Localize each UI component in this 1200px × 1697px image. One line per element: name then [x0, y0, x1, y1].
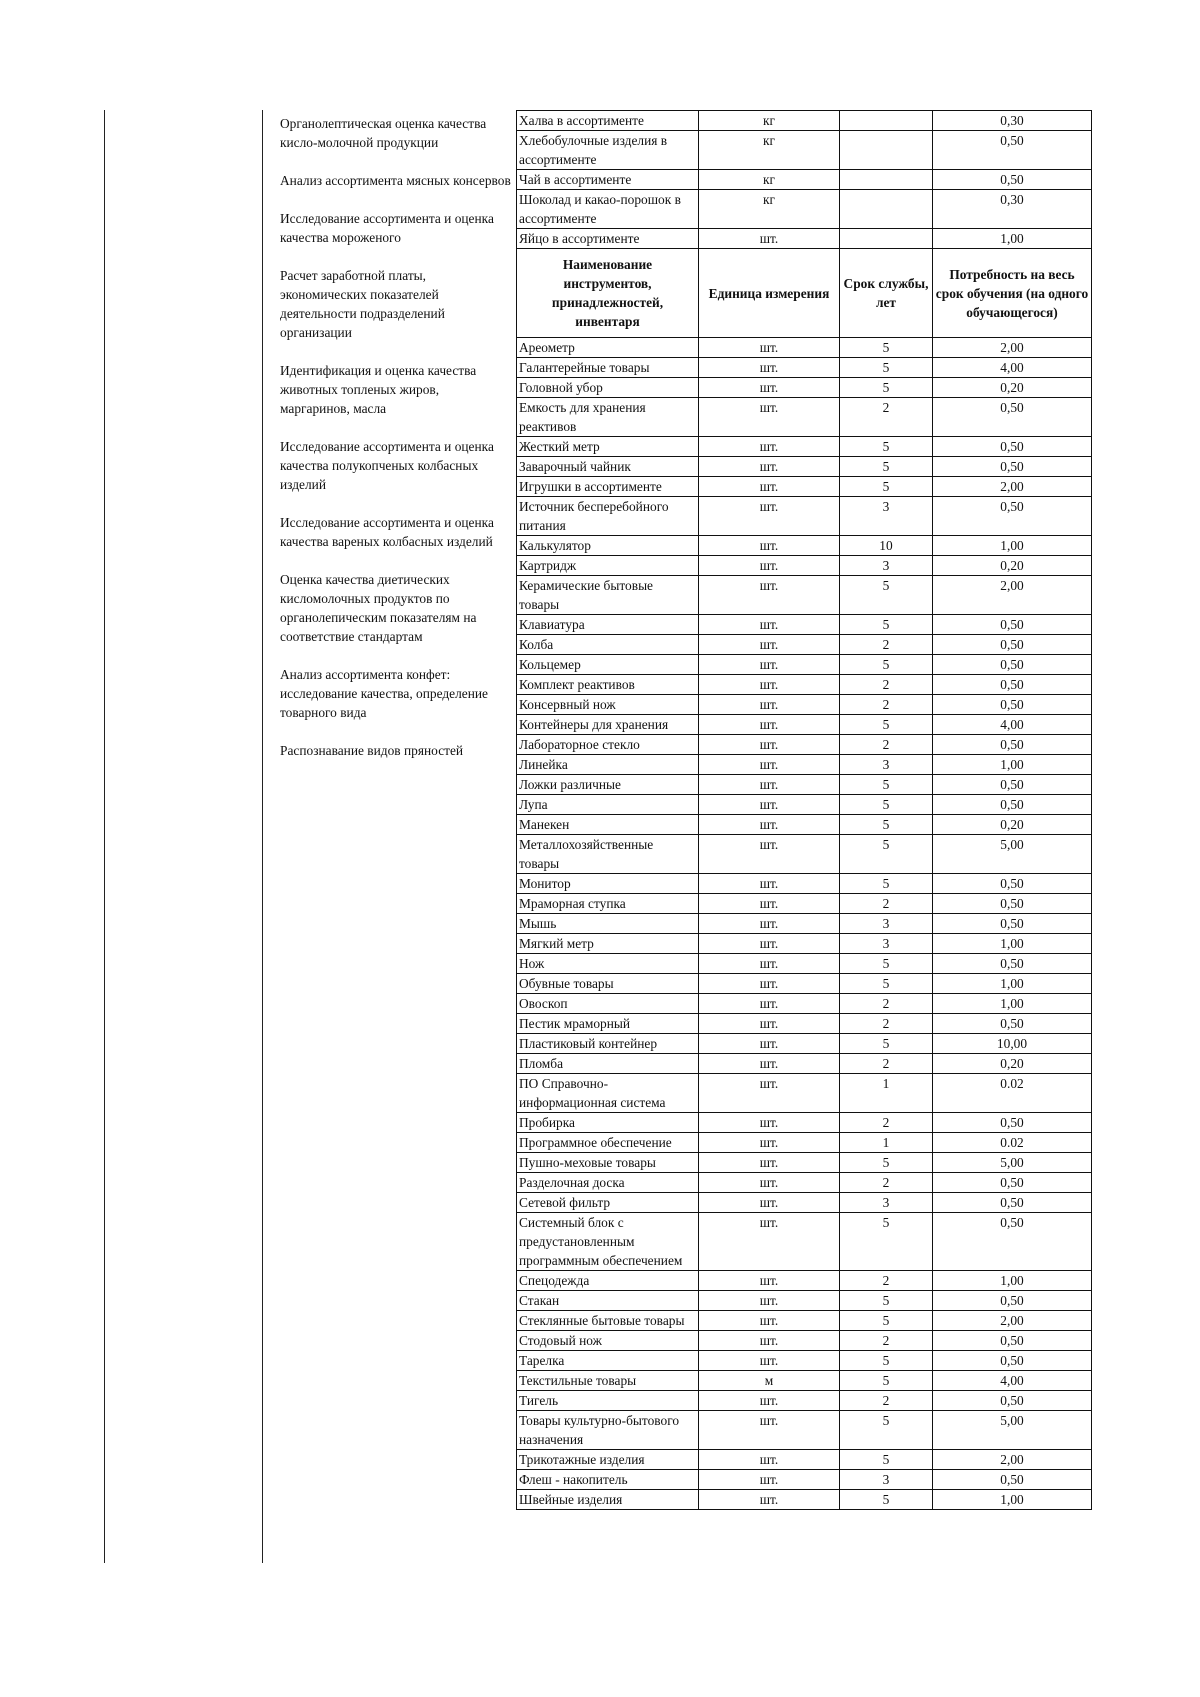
table-row	[517, 735, 1092, 755]
cell-need: 0,50	[933, 1391, 1092, 1411]
table-row	[517, 994, 1092, 1014]
table-row	[517, 111, 1092, 131]
table-row	[517, 378, 1092, 398]
cell-life: 3	[840, 914, 933, 934]
table-row	[517, 457, 1092, 477]
cell-unit: шт.	[699, 735, 840, 755]
cell-life: 5	[840, 715, 933, 735]
cell-life: 5	[840, 954, 933, 974]
cell-unit: шт.	[699, 229, 840, 249]
cell-life: 3	[840, 497, 933, 536]
cell-life: 2	[840, 398, 933, 437]
cell-name: Текстильные товары	[517, 1371, 699, 1391]
cell-unit: шт.	[699, 1193, 840, 1213]
cell-need: 0,50	[933, 1193, 1092, 1213]
cell-name: Лупа	[517, 795, 699, 815]
cell-name: Лабораторное стекло	[517, 735, 699, 755]
cell-name: Источник бесперебойного питания	[517, 497, 699, 536]
cell-name: Пестик мраморный	[517, 1014, 699, 1034]
cell-unit: м	[699, 1371, 840, 1391]
cell-need: 2,00	[933, 1450, 1092, 1470]
cell-life: 3	[840, 1193, 933, 1213]
cell-need: 2,00	[933, 338, 1092, 358]
cell-need: 0,50	[933, 1173, 1092, 1193]
cell-need: 0,50	[933, 1291, 1092, 1311]
cell-need: 4,00	[933, 358, 1092, 378]
cell-name: Стодовый нож	[517, 1331, 699, 1351]
cell-name: Спецодежда	[517, 1271, 699, 1291]
cell-name: Контейнеры для хранения	[517, 715, 699, 735]
topic-item: Органолептическая оценка качества кисло-молочной продукции	[280, 116, 487, 150]
cell-life: 5	[840, 1311, 933, 1331]
cell-name: Тигель	[517, 1391, 699, 1411]
cell-life: 5	[840, 576, 933, 615]
cell-life: 5	[840, 1450, 933, 1470]
cell-need: 1,00	[933, 536, 1092, 556]
table-row	[517, 655, 1092, 675]
cell-unit: шт.	[699, 815, 840, 835]
cell-need: 0,50	[933, 894, 1092, 914]
cell-life: 2	[840, 1331, 933, 1351]
cell-name: Стакан	[517, 1291, 699, 1311]
cell-life: 3	[840, 1470, 933, 1490]
cell-name: Швейные изделия	[517, 1490, 699, 1510]
header-unit: Единица измерения	[699, 249, 840, 338]
cell-name: Пушно-меховые товары	[517, 1153, 699, 1173]
cell-life: 5	[840, 457, 933, 477]
cell-life	[840, 190, 933, 229]
cell-unit: шт.	[699, 378, 840, 398]
cell-need: 0,20	[933, 378, 1092, 398]
cell-need: 1,00	[933, 1490, 1092, 1510]
cell-life: 5	[840, 874, 933, 894]
column-divider-line	[262, 110, 263, 1563]
cell-name: Программное обеспечение	[517, 1133, 699, 1153]
cell-life: 2	[840, 1014, 933, 1034]
cell-need: 0,50	[933, 1213, 1092, 1271]
cell-unit: кг	[699, 170, 840, 190]
table-row	[517, 974, 1092, 994]
cell-life: 1	[840, 1133, 933, 1153]
cell-need: 0,50	[933, 914, 1092, 934]
cell-need: 1,00	[933, 1271, 1092, 1291]
cell-unit: шт.	[699, 1311, 840, 1331]
topic-item: Анализ ассортимента мясных консервов	[280, 173, 511, 188]
topic-item: Исследование ассортимента и оценка качества вареных колбасных изделий	[280, 515, 494, 549]
cell-unit: шт.	[699, 1074, 840, 1113]
cell-unit: шт.	[699, 655, 840, 675]
cell-name: Сетевой фильтр	[517, 1193, 699, 1213]
cell-unit: шт.	[699, 795, 840, 815]
table-row	[517, 1331, 1092, 1351]
cell-name: Калькулятор	[517, 536, 699, 556]
cell-need: 1,00	[933, 229, 1092, 249]
table-row	[517, 1411, 1092, 1450]
cell-need: 4,00	[933, 715, 1092, 735]
cell-need: 0,50	[933, 497, 1092, 536]
cell-unit: шт.	[699, 635, 840, 655]
table-row	[517, 398, 1092, 437]
table-row	[517, 1113, 1092, 1133]
cell-name: Мраморная ступка	[517, 894, 699, 914]
header-life: Срок службы, лет	[840, 249, 933, 338]
table-row	[517, 1371, 1092, 1391]
cell-need: 5,00	[933, 1153, 1092, 1173]
cell-name: Консервный нож	[517, 695, 699, 715]
cell-name: Пластиковый контейнер	[517, 1034, 699, 1054]
cell-life: 2	[840, 1391, 933, 1411]
cell-unit: шт.	[699, 1351, 840, 1371]
cell-name: Игрушки в ассортименте	[517, 477, 699, 497]
header-name: Наименование инструментов, принадлежностей, инвентаря	[517, 249, 699, 338]
topic-item: Исследование ассортимента и оценка качества полукопченых колбасных изделий	[280, 439, 494, 492]
table-row	[517, 1470, 1092, 1490]
cell-need: 1,00	[933, 755, 1092, 775]
table-row	[517, 1490, 1092, 1510]
table-row	[517, 934, 1092, 954]
cell-name: Заварочный чайник	[517, 457, 699, 477]
cell-need: 5,00	[933, 1411, 1092, 1450]
cell-name: Клавиатура	[517, 615, 699, 635]
cell-unit: шт.	[699, 1014, 840, 1034]
table-row	[517, 437, 1092, 457]
cell-life: 5	[840, 1291, 933, 1311]
cell-need: 0.02	[933, 1074, 1092, 1113]
table-row	[517, 1291, 1092, 1311]
cell-unit: шт.	[699, 755, 840, 775]
cell-name: Емкость для хранения реактивов	[517, 398, 699, 437]
table-row	[517, 874, 1092, 894]
cell-unit: шт.	[699, 914, 840, 934]
cell-need: 0,50	[933, 615, 1092, 635]
table-row	[517, 775, 1092, 795]
left-border-line	[104, 110, 105, 1563]
cell-unit: кг	[699, 190, 840, 229]
cell-unit: шт.	[699, 715, 840, 735]
cell-unit: шт.	[699, 1450, 840, 1470]
cell-unit: шт.	[699, 1470, 840, 1490]
table-row	[517, 170, 1092, 190]
cell-need: 0,30	[933, 111, 1092, 131]
table-row	[517, 1351, 1092, 1371]
cell-unit: кг	[699, 131, 840, 170]
table-row	[517, 576, 1092, 615]
cell-need: 0,50	[933, 1113, 1092, 1133]
cell-need: 0,50	[933, 1014, 1092, 1034]
cell-name: Ложки различные	[517, 775, 699, 795]
table-row	[517, 675, 1092, 695]
table-row	[517, 1153, 1092, 1173]
cell-life: 5	[840, 1153, 933, 1173]
table-header-row	[517, 249, 1092, 338]
table-row	[517, 1391, 1092, 1411]
cell-name: Головной убор	[517, 378, 699, 398]
cell-name: Шоколад и какао-порошок в ассортименте	[517, 190, 699, 229]
cell-need: 0,50	[933, 735, 1092, 755]
cell-life: 5	[840, 815, 933, 835]
cell-name: ПО Справочно-информационная система	[517, 1074, 699, 1113]
table-row	[517, 1450, 1092, 1470]
cell-life: 2	[840, 894, 933, 914]
cell-unit: шт.	[699, 1054, 840, 1074]
cell-unit: шт.	[699, 1113, 840, 1133]
table-row	[517, 715, 1092, 735]
cell-need: 0,20	[933, 1054, 1092, 1074]
cell-life	[840, 229, 933, 249]
cell-unit: шт.	[699, 1153, 840, 1173]
cell-unit: шт.	[699, 437, 840, 457]
cell-name: Кольцемер	[517, 655, 699, 675]
cell-need: 2,00	[933, 576, 1092, 615]
cell-unit: шт.	[699, 1331, 840, 1351]
cell-name: Ареометр	[517, 338, 699, 358]
cell-need: 0,50	[933, 398, 1092, 437]
cell-unit: шт.	[699, 338, 840, 358]
topic-list	[280, 114, 512, 760]
table-row	[517, 835, 1092, 874]
table-row	[517, 1034, 1092, 1054]
cell-life: 5	[840, 1490, 933, 1510]
cell-need: 2,00	[933, 477, 1092, 497]
cell-life	[840, 111, 933, 131]
cell-life: 2	[840, 1173, 933, 1193]
table-row	[517, 497, 1092, 536]
table-row	[517, 1133, 1092, 1153]
cell-life	[840, 170, 933, 190]
cell-life: 5	[840, 1213, 933, 1271]
cell-life: 2	[840, 735, 933, 755]
cell-life: 5	[840, 655, 933, 675]
cell-need: 10,00	[933, 1034, 1092, 1054]
cell-unit: шт.	[699, 1411, 840, 1450]
cell-unit: шт.	[699, 835, 840, 874]
cell-unit: шт.	[699, 894, 840, 914]
cell-unit: шт.	[699, 974, 840, 994]
cell-need: 0,50	[933, 1351, 1092, 1371]
cell-unit: шт.	[699, 775, 840, 795]
cell-life: 5	[840, 1034, 933, 1054]
cell-life: 2	[840, 994, 933, 1014]
cell-unit: шт.	[699, 556, 840, 576]
cell-unit: шт.	[699, 994, 840, 1014]
cell-unit: шт.	[699, 1391, 840, 1411]
table-row	[517, 954, 1092, 974]
topic-item: Исследование ассортимента и оценка качества мороженого	[280, 211, 494, 245]
cell-name: Колба	[517, 635, 699, 655]
cell-life: 5	[840, 437, 933, 457]
cell-name: Пробирка	[517, 1113, 699, 1133]
cell-need: 0,50	[933, 695, 1092, 715]
table-row	[517, 556, 1092, 576]
cell-unit: шт.	[699, 615, 840, 635]
cell-life: 3	[840, 934, 933, 954]
cell-need: 2,00	[933, 1311, 1092, 1331]
table-row	[517, 914, 1092, 934]
cell-life: 5	[840, 835, 933, 874]
cell-name: Мышь	[517, 914, 699, 934]
table-row	[517, 1213, 1092, 1271]
cell-name: Тарелка	[517, 1351, 699, 1371]
cell-need: 0,50	[933, 437, 1092, 457]
cell-name: Картридж	[517, 556, 699, 576]
cell-need: 1,00	[933, 994, 1092, 1014]
topic-item: Идентификация и оценка качества животных топленых жиров, маргаринов, масла	[280, 363, 477, 416]
cell-need: 0,50	[933, 795, 1092, 815]
cell-name: Линейка	[517, 755, 699, 775]
cell-need: 0,20	[933, 556, 1092, 576]
cell-life: 10	[840, 536, 933, 556]
table-row	[517, 1271, 1092, 1291]
cell-unit: шт.	[699, 497, 840, 536]
table-row	[517, 1074, 1092, 1113]
cell-name: Трикотажные изделия	[517, 1450, 699, 1470]
cell-name: Металлохозяйственные товары	[517, 835, 699, 874]
cell-unit: шт.	[699, 874, 840, 894]
table-row	[517, 536, 1092, 556]
cell-unit: шт.	[699, 536, 840, 556]
cell-life: 2	[840, 1271, 933, 1291]
topic-item: Расчет заработной платы, экономических показателей деятельности подразделений организации	[280, 268, 445, 340]
cell-need: 0,50	[933, 635, 1092, 655]
cell-need: 0,50	[933, 675, 1092, 695]
cell-unit: шт.	[699, 1034, 840, 1054]
cell-name: Разделочная доска	[517, 1173, 699, 1193]
cell-life: 5	[840, 775, 933, 795]
cell-need: 0,50	[933, 874, 1092, 894]
table-row	[517, 815, 1092, 835]
cell-need: 5,00	[933, 835, 1092, 874]
cell-life: 1	[840, 1074, 933, 1113]
cell-unit: шт.	[699, 398, 840, 437]
cell-name: Халва в ассортименте	[517, 111, 699, 131]
cell-need: 0,50	[933, 954, 1092, 974]
cell-name: Пломба	[517, 1054, 699, 1074]
table-row	[517, 477, 1092, 497]
cell-name: Манекен	[517, 815, 699, 835]
cell-life: 5	[840, 1371, 933, 1391]
cell-unit: шт.	[699, 358, 840, 378]
cell-name: Нож	[517, 954, 699, 974]
cell-need: 0,50	[933, 1331, 1092, 1351]
topic-item: Распознавание видов пряностей	[280, 743, 464, 758]
cell-unit: шт.	[699, 1213, 840, 1271]
cell-unit: шт.	[699, 477, 840, 497]
cell-unit: шт.	[699, 1133, 840, 1153]
header-need: Потребность на весь срок обучения (на одного обучающегося)	[933, 249, 1092, 338]
cell-unit: шт.	[699, 1271, 840, 1291]
cell-life: 3	[840, 556, 933, 576]
cell-life: 5	[840, 378, 933, 398]
table-row	[517, 1311, 1092, 1331]
cell-name: Флеш - накопитель	[517, 1470, 699, 1490]
table-row	[517, 894, 1092, 914]
cell-life: 5	[840, 338, 933, 358]
cell-need: 0,50	[933, 655, 1092, 675]
cell-name: Товары культурно-бытового назначения	[517, 1411, 699, 1450]
cell-unit: шт.	[699, 1490, 840, 1510]
cell-name: Яйцо в ассортименте	[517, 229, 699, 249]
table-row	[517, 131, 1092, 170]
table-row	[517, 755, 1092, 775]
cell-name: Монитор	[517, 874, 699, 894]
topic-item: Анализ ассортимента конфет: исследование качества, определение товарного вида	[280, 667, 489, 720]
cell-unit: шт.	[699, 954, 840, 974]
cell-need: 1,00	[933, 934, 1092, 954]
table-row	[517, 635, 1092, 655]
table-row	[517, 338, 1092, 358]
cell-unit: шт.	[699, 1173, 840, 1193]
cell-name: Галантерейные товары	[517, 358, 699, 378]
cell-name: Чай в ассортименте	[517, 170, 699, 190]
cell-need: 0,50	[933, 457, 1092, 477]
cell-name: Комплект реактивов	[517, 675, 699, 695]
cell-unit: шт.	[699, 675, 840, 695]
equipment-table	[516, 110, 1092, 1510]
cell-need: 0,30	[933, 190, 1092, 229]
cell-life: 5	[840, 477, 933, 497]
table-row	[517, 190, 1092, 229]
cell-name: Обувные товары	[517, 974, 699, 994]
cell-life: 5	[840, 1411, 933, 1450]
table-row	[517, 229, 1092, 249]
cell-need: 0.02	[933, 1133, 1092, 1153]
table-row	[517, 1054, 1092, 1074]
cell-need: 0,50	[933, 1470, 1092, 1490]
cell-unit: кг	[699, 111, 840, 131]
cell-need: 0,50	[933, 131, 1092, 170]
cell-name: Овоскоп	[517, 994, 699, 1014]
cell-life: 2	[840, 1113, 933, 1133]
cell-name: Стеклянные бытовые товары	[517, 1311, 699, 1331]
cell-life: 5	[840, 1351, 933, 1371]
cell-need: 0,50	[933, 170, 1092, 190]
cell-life: 2	[840, 635, 933, 655]
cell-unit: шт.	[699, 1291, 840, 1311]
cell-life: 5	[840, 358, 933, 378]
table-row	[517, 1193, 1092, 1213]
topic-item: Оценка качества диетических кисломолочных продуктов по органолепическим показателям на соответствие стандартам	[280, 572, 477, 644]
cell-need: 0,20	[933, 815, 1092, 835]
cell-need: 0,50	[933, 775, 1092, 795]
cell-unit: шт.	[699, 695, 840, 715]
cell-need: 4,00	[933, 1371, 1092, 1391]
cell-unit: шт.	[699, 934, 840, 954]
cell-unit: шт.	[699, 457, 840, 477]
cell-need: 1,00	[933, 974, 1092, 994]
cell-name: Керамические бытовые товары	[517, 576, 699, 615]
cell-name: Жесткий метр	[517, 437, 699, 457]
table-row	[517, 795, 1092, 815]
cell-life: 2	[840, 1054, 933, 1074]
cell-life	[840, 131, 933, 170]
table-row	[517, 1173, 1092, 1193]
cell-life: 3	[840, 755, 933, 775]
cell-life: 5	[840, 795, 933, 815]
cell-life: 2	[840, 675, 933, 695]
cell-life: 5	[840, 974, 933, 994]
cell-name: Мягкий метр	[517, 934, 699, 954]
table-row	[517, 1014, 1092, 1034]
cell-name: Системный блок с предустановленным программным обеспечением	[517, 1213, 699, 1271]
table-row	[517, 615, 1092, 635]
table-row	[517, 695, 1092, 715]
table-row	[517, 358, 1092, 378]
cell-unit: шт.	[699, 576, 840, 615]
cell-name: Хлебобулочные изделия в ассортименте	[517, 131, 699, 170]
cell-life: 5	[840, 615, 933, 635]
cell-life: 2	[840, 695, 933, 715]
